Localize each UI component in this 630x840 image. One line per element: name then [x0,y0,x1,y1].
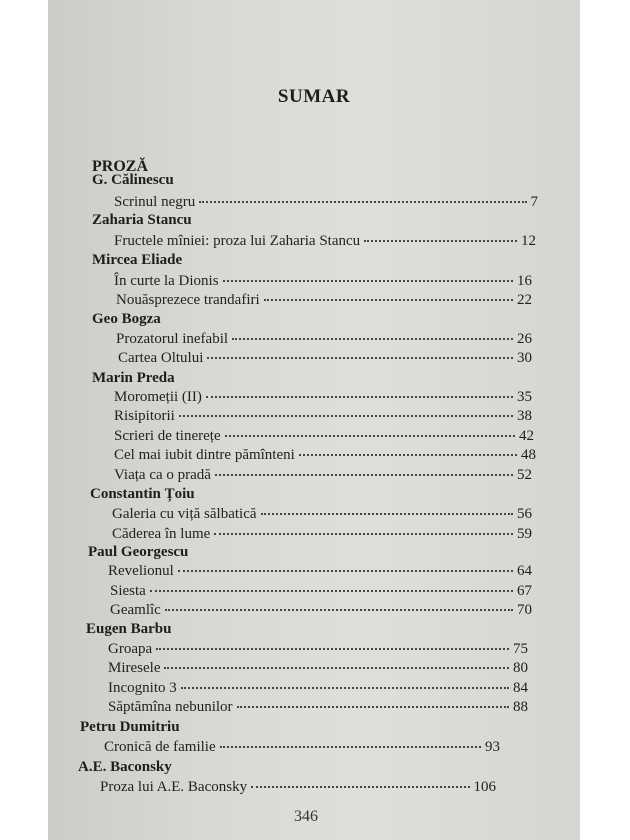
dot-leader [215,474,513,476]
toc-entry [114,233,536,250]
dot-leader [181,687,509,689]
entry-title: În curte la Dionis [114,273,219,289]
toc-entry [114,389,532,406]
entry-title: Viața ca o pradă [114,467,211,483]
toc-entry [108,660,528,677]
dot-leader [364,240,517,242]
author-name: Zaharia Stancu [92,212,192,228]
entry-page-number: 52 [517,467,532,483]
dot-leader [232,338,513,340]
book-page [48,0,580,840]
entry-page-number: 42 [519,428,534,444]
dot-leader [261,513,513,515]
author-name: Petru Dumitriu [80,719,180,735]
dot-leader [264,299,513,301]
entry-title: Prozatorul inefabil [116,331,229,347]
author-name: Constantin Țoiu [90,486,195,502]
dot-leader [206,396,513,398]
entry-title: Cronică de familie [104,739,216,755]
entry-title: Incognito 3 [108,680,177,696]
entry-title: Cartea Oltului [118,350,204,366]
entry-title: Scrinul negru [114,194,196,210]
dot-leader [179,415,513,417]
dot-leader [178,570,513,572]
entry-title: Săptămîna nebunilor [108,699,233,715]
toc-entry [114,194,538,211]
entry-page-number: 70 [517,602,532,618]
dot-leader [220,746,481,748]
entry-page-number: 22 [517,292,532,308]
author-name: Mircea Eliade [92,252,183,268]
entry-page-number: 80 [513,660,528,676]
toc-entry [100,779,496,796]
toc-entry [110,602,532,619]
entry-page-number: 59 [517,526,532,542]
entry-title: Galeria cu viță sălbatică [112,506,257,522]
page-title: SUMAR [277,86,351,107]
toc-entry [104,739,500,756]
toc-entry [114,273,532,290]
entry-page-number: 26 [517,331,532,347]
entry-page-number: 12 [521,233,536,249]
toc-entry [110,583,532,600]
toc-entry [108,699,528,716]
entry-page-number: 30 [517,350,532,366]
author-name: G. Călinescu [92,172,174,188]
entry-title: Revelionul [108,563,174,579]
entry-title: Moromeții (II) [114,389,202,405]
author-name: Geo Bogza [92,311,161,327]
dot-leader [150,590,513,592]
entry-title: Miresele [108,660,161,676]
toc-entry [116,331,532,348]
dot-leader [299,454,517,456]
entry-page-number: 106 [473,779,496,795]
dot-leader [214,533,513,535]
entry-page-number: 35 [517,389,532,405]
author-name: Eugen Barbu [86,621,172,637]
entry-title: Groapa [108,641,153,657]
entry-title: Nouăsprezece trandafiri [116,292,260,308]
entry-page-number: 38 [517,408,532,424]
author-name: Paul Georgescu [88,544,189,560]
toc-entry [114,467,532,484]
toc-entry [114,408,532,425]
entry-title: Risipitorii [114,408,175,424]
entry-page-number: 16 [517,273,532,289]
dot-leader [237,706,509,708]
entry-page-number: 48 [521,447,536,463]
entry-page-number: 88 [513,699,528,715]
toc-entry [108,680,528,697]
dot-leader [164,667,509,669]
entry-page-number: 84 [513,680,528,696]
dot-leader [225,435,515,437]
toc-entry [112,526,532,543]
dot-leader [199,201,526,203]
page-number: 346 [294,808,318,825]
toc-entry [114,447,536,464]
entry-page-number: 56 [517,506,532,522]
toc-entry [116,292,532,309]
section-heading: PROZĂ [92,158,148,175]
dot-leader [207,357,513,359]
entry-page-number: 93 [485,739,500,755]
toc-entry [112,506,532,523]
entry-page-number: 7 [530,194,538,210]
entry-page-number: 67 [517,583,532,599]
entry-title: Scrieri de tinerețe [114,428,221,444]
entry-title: Fructele mîniei: proza lui Zaharia Stancu [114,233,361,249]
entry-page-number: 75 [513,641,528,657]
entry-title: Proza lui A.E. Baconsky [100,779,248,795]
dot-leader [251,786,469,788]
toc-entry [114,428,534,445]
toc-entry [108,641,528,658]
toc-entry [108,563,532,580]
dot-leader [156,648,509,650]
dot-leader [165,609,513,611]
author-name: Marin Preda [92,370,175,386]
entry-title: Cel mai iubit dintre pămînteni [114,447,295,463]
entry-page-number: 64 [517,563,532,579]
author-name: A.E. Baconsky [78,759,172,775]
toc-entry [118,350,532,367]
entry-title: Căderea în lume [112,526,211,542]
dot-leader [223,280,513,282]
entry-title: Siesta [110,583,146,599]
entry-title: Geamlîc [110,602,161,618]
